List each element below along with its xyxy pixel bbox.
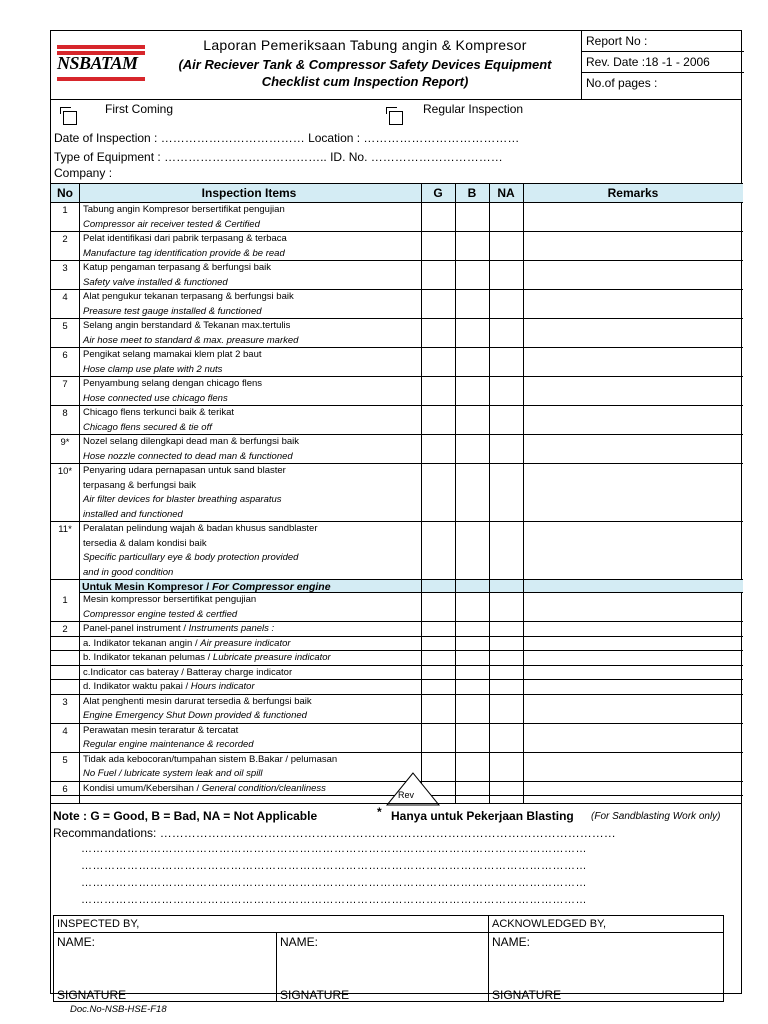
item-indonesian: Katup pengaman terpasang & berfungsi baik (83, 262, 272, 273)
item-indonesian: Pelat identifikasi dari pabrik terpasang & terbaca (83, 233, 287, 244)
remarks-cell[interactable] (524, 622, 743, 636)
g-cell[interactable] (422, 261, 455, 289)
note-star: * (377, 805, 382, 819)
remarks-cell[interactable] (524, 406, 743, 434)
table-row (51, 464, 743, 522)
item-english: Engine Emergency Shut Down provided & functioned (83, 710, 307, 721)
row-number: 2 (62, 234, 68, 245)
na-cell[interactable] (490, 637, 523, 651)
na-cell[interactable] (490, 753, 523, 781)
recommendations-field[interactable]: Recommandations: …………………………………………………………………………………………………… (53, 826, 616, 840)
table-row (51, 651, 743, 666)
col-no: No (57, 186, 73, 200)
col-na: NA (497, 186, 515, 200)
b-cell[interactable] (456, 261, 489, 289)
row-number: 11* (58, 524, 72, 535)
item-english: Hours indicator (190, 681, 255, 692)
table-row (51, 377, 743, 406)
item-indonesian: d. Indikator waktu pakai / (83, 681, 191, 692)
row-number: 6 (62, 783, 68, 795)
document-number: Doc.No-NSB-HSE-F18 (70, 1004, 167, 1015)
row-item-text (83, 695, 413, 724)
g-cell[interactable] (422, 435, 455, 463)
regular-inspection-checkbox[interactable] (389, 111, 403, 125)
report-no[interactable]: Report No : (582, 31, 744, 52)
remarks-cell[interactable] (524, 435, 743, 463)
b-cell[interactable] (456, 203, 489, 231)
table-row (51, 435, 743, 464)
b-cell[interactable] (456, 232, 489, 260)
g-cell[interactable] (422, 522, 455, 579)
na-cell[interactable] (490, 782, 523, 796)
recommendation-line[interactable]: …………………………………………………………………………………………………………………… (81, 860, 587, 872)
item-indonesian: tersedia & dalam kondisi baik (83, 537, 207, 549)
remarks-cell[interactable] (524, 753, 743, 781)
recommendation-line[interactable]: …………………………………………………………………………………………………………………… (81, 843, 587, 855)
table-row (51, 406, 743, 435)
item-english: Safety valve installed & functioned (83, 276, 228, 288)
row-item-text (83, 622, 413, 637)
row-item-text (83, 782, 413, 797)
remarks-cell[interactable] (524, 203, 743, 231)
compressor-engine-section (79, 579, 743, 593)
b-cell[interactable] (456, 377, 489, 405)
legend-note: Note : G = Good, B = Bad, NA = Not Applicable (53, 809, 318, 823)
row-number: 6 (62, 350, 68, 361)
g-cell[interactable] (422, 406, 455, 434)
remarks-cell[interactable] (524, 290, 743, 318)
table-row (51, 348, 743, 377)
row-item-text (83, 724, 413, 753)
row-item-text (83, 637, 413, 652)
b-cell[interactable] (456, 464, 489, 521)
na-cell[interactable] (490, 319, 523, 347)
na-cell[interactable] (490, 622, 523, 636)
item-english: Chicago flens secured & tie off (83, 421, 212, 433)
row-item-text (83, 522, 413, 580)
item-english: Hose connected use chicago flens (83, 392, 228, 404)
item-english: Lubricate preasure indicator (212, 652, 331, 663)
na-cell[interactable] (490, 593, 523, 621)
item-english: Regular engine maintenance & recorded (83, 739, 254, 750)
na-cell[interactable] (490, 651, 523, 665)
row-number: 8 (62, 408, 68, 419)
inspector-name-box[interactable] (53, 932, 277, 1002)
b-cell[interactable] (456, 637, 489, 651)
g-cell[interactable] (422, 319, 455, 347)
na-cell[interactable] (490, 348, 523, 376)
inspected-by-label: INSPECTED BY, (53, 915, 489, 933)
inspector2-name-box[interactable] (276, 932, 489, 1002)
g-cell[interactable] (422, 651, 455, 665)
row-item-text (83, 261, 413, 290)
row-number: 2 (62, 624, 68, 635)
item-english: Hose nozzle connected to dead man & functioned (83, 450, 293, 462)
table-row (51, 261, 743, 290)
col-remarks: Remarks (607, 186, 659, 200)
row-number: 3 (62, 696, 68, 708)
remarks-cell[interactable] (524, 377, 743, 405)
row-item-text (83, 593, 413, 622)
table-row (51, 522, 743, 580)
table-row (51, 666, 743, 681)
row-item-text (83, 290, 413, 319)
name-label: NAME: (280, 935, 319, 949)
col-items: Inspection Items (201, 186, 297, 200)
g-cell[interactable] (422, 593, 455, 621)
table-row (51, 232, 743, 261)
remarks-cell[interactable] (524, 522, 743, 579)
g-cell[interactable] (422, 232, 455, 260)
rev-triangle (383, 771, 443, 807)
g-cell[interactable] (422, 348, 455, 376)
no-of-pages[interactable]: No.of pages : (586, 76, 658, 90)
logo-text: NSBATAM (57, 53, 138, 73)
item-indonesian: Perawatan mesin teraratur & tercatat (83, 724, 239, 736)
b-cell[interactable] (456, 651, 489, 665)
table-row (51, 724, 743, 753)
b-cell[interactable] (456, 753, 489, 781)
row-number: 9* (60, 437, 70, 448)
item-indonesian: Selang angin berstandard & Tekanan max.tertulis (83, 320, 291, 331)
remarks-cell[interactable] (524, 695, 743, 723)
remarks-cell[interactable] (524, 680, 743, 694)
b-cell[interactable] (456, 435, 489, 463)
item-indonesian: b. Indikator tekanan pelumas / (83, 652, 213, 663)
item-english: No Fuel / lubricate system leak and oil spill (83, 768, 263, 779)
name-label: NAME: (57, 935, 96, 949)
recommendation-line[interactable]: …………………………………………………………………………………………………………………… (81, 894, 587, 906)
row-number: 3 (62, 263, 68, 274)
row-number: 5 (62, 754, 68, 766)
item-english: Hose clamp use plate with 2 nuts (83, 363, 223, 375)
item-english: Air filter devices for blaster breathing asparatus (83, 494, 282, 505)
acknowledged-by-label: ACKNOWLEDGED BY, (488, 915, 724, 933)
na-cell[interactable] (490, 695, 523, 723)
row-number: 1 (62, 595, 68, 606)
item-indonesian: Peralatan pelindung wajah & badan khusus sandblaster (83, 523, 318, 534)
blasting-note-en: (For Sandblasting Work only) (591, 811, 721, 822)
item-indonesian: Alat penghenti mesin darurat tersedia & berfungsi baik (83, 695, 312, 707)
remarks-cell[interactable] (524, 261, 743, 289)
title-english-2: Checklist cum Inspection Report) (261, 74, 469, 89)
company-field[interactable]: Company : (54, 166, 113, 180)
item-indonesian: Pengikat selang mamakai klem plat 2 baut (83, 349, 262, 360)
na-cell[interactable] (490, 724, 523, 752)
company-logo (51, 31, 149, 99)
row-item-text (83, 319, 413, 348)
item-indonesian: Kondisi umum/Kebersihan / (83, 782, 202, 794)
b-cell[interactable] (456, 406, 489, 434)
na-cell[interactable] (490, 232, 523, 260)
row-item-text (83, 680, 413, 695)
na-cell[interactable] (490, 203, 523, 231)
remarks-cell[interactable] (524, 348, 743, 376)
item-indonesian: Penyambung selang dengan chicago flens (83, 378, 263, 389)
b-cell[interactable] (456, 680, 489, 694)
row-number: 10* (57, 466, 73, 477)
item-english: Specific particullary eye & body protection provided (83, 552, 299, 563)
rev-date: Rev. Date :18 -1 - 2006 (582, 52, 744, 73)
g-cell[interactable] (422, 724, 455, 752)
remarks-cell[interactable] (524, 232, 743, 260)
signature-label: SIGNATURE (57, 988, 127, 1002)
table-row (51, 695, 743, 724)
row-number: 7 (62, 379, 68, 390)
item-english: Preasure test gauge installed & functioned (83, 305, 262, 317)
row-item-text (83, 666, 413, 681)
table-row (51, 290, 743, 319)
regular-inspection-label: Regular Inspection (423, 102, 524, 116)
row-number: 4 (62, 292, 68, 303)
item-indonesian: c.Indicator cas bateray / Batteray charge indicator (83, 666, 293, 678)
na-cell[interactable] (490, 464, 523, 521)
row-item-text (83, 348, 413, 377)
row-item-text (83, 232, 413, 261)
g-cell[interactable] (422, 680, 455, 694)
table-row (51, 622, 743, 637)
first-coming-checkbox[interactable] (63, 111, 77, 125)
item-english: General condition/cleanliness (201, 782, 326, 794)
item-english: Compressor engine tested & certfied (83, 608, 238, 620)
item-english: Instruments panels : (188, 623, 275, 634)
item-indonesian: Tidak ada kebocoran/tumpahan sistem B.Bakar / pelumasan (83, 753, 338, 765)
row-number: 4 (62, 725, 68, 737)
table-row (51, 593, 743, 622)
remarks-cell[interactable] (524, 651, 743, 665)
b-cell[interactable] (456, 622, 489, 636)
na-cell[interactable] (490, 666, 523, 680)
remarks-cell[interactable] (524, 666, 743, 680)
row-item-text (83, 203, 413, 232)
g-cell[interactable] (422, 637, 455, 651)
table-row (51, 680, 743, 695)
item-indonesian: terpasang & berfungsi baik (83, 479, 197, 491)
b-cell[interactable] (456, 695, 489, 723)
table-row (51, 637, 743, 652)
na-cell[interactable] (490, 290, 523, 318)
row-number: 5 (62, 321, 68, 332)
item-english: Manufacture tag identification provide & be read (83, 247, 285, 259)
rev-label: Rev (398, 790, 415, 800)
b-cell[interactable] (456, 782, 489, 796)
item-indonesian: a. Indikator tekanan angin / (83, 637, 201, 649)
b-cell[interactable] (456, 319, 489, 347)
title-indonesian: Laporan Pemeriksaan Tabung angin & Kompresor (203, 37, 527, 53)
row-item-text (83, 464, 413, 522)
first-coming-label: First Coming (105, 102, 174, 116)
row-item-text (83, 377, 413, 406)
row-item-text (83, 435, 413, 464)
item-indonesian: Panel-panel instrument / (83, 623, 189, 634)
item-english: Air hose meet to standard & max. preasure marked (83, 334, 299, 346)
na-cell[interactable] (490, 406, 523, 434)
b-cell[interactable] (456, 348, 489, 376)
g-cell[interactable] (422, 203, 455, 231)
na-cell[interactable] (490, 377, 523, 405)
signature-label: SIGNATURE (492, 988, 562, 1002)
b-cell[interactable] (456, 522, 489, 579)
title-english-1: (Air Reciever Tank & Compressor Safety Devices Equipment (178, 57, 552, 72)
blasting-note: Hanya untuk Pekerjaan Blasting (391, 809, 574, 823)
name-label: NAME: (492, 935, 531, 949)
item-english: and in good condition (83, 566, 174, 578)
row-number: 1 (62, 205, 68, 216)
section-title-en: For Compressor engine (212, 581, 331, 593)
report-meta (581, 31, 744, 99)
item-indonesian: Mesin kompressor bersertifikat pengujian (83, 594, 257, 605)
table-row (51, 203, 743, 232)
item-indonesian: Penyaring udara pernapasan untuk sand blaster (83, 465, 286, 476)
date-location-field[interactable]: Date of Inspection : ……………………………… Location : ………………………………… (54, 131, 520, 145)
b-cell[interactable] (456, 724, 489, 752)
acknowledger-name-box[interactable] (488, 932, 724, 1002)
col-good: G (433, 186, 443, 200)
table-header (51, 183, 743, 203)
type-id-field[interactable]: Type of Equipment : ………………………………….. ID. No. …………………………… (54, 150, 503, 164)
b-cell[interactable] (456, 666, 489, 680)
item-indonesian: Chicago flens terkunci baik & terikat (83, 407, 235, 418)
remarks-cell[interactable] (524, 593, 743, 621)
item-english: Compressor air receiver tested & Certified (83, 218, 260, 230)
g-cell[interactable] (422, 622, 455, 636)
col-bad: B (467, 186, 477, 200)
remarks-cell[interactable] (524, 319, 743, 347)
item-indonesian: Alat pengukur tekanan terpasang & berfungsi baik (83, 291, 294, 302)
row-item-text (83, 651, 413, 666)
recommendation-line[interactable]: …………………………………………………………………………………………………………………… (81, 877, 587, 889)
na-cell[interactable] (490, 680, 523, 694)
row-item-text (83, 406, 413, 435)
item-english: installed and functioned (83, 508, 183, 520)
item-english: Air preasure indicator (200, 637, 291, 649)
b-cell[interactable] (456, 593, 489, 621)
na-cell[interactable] (490, 261, 523, 289)
table-row (51, 319, 743, 348)
item-indonesian: Tabung angin Kompresor bersertifikat pengujian (83, 204, 285, 215)
remarks-cell[interactable] (524, 637, 743, 651)
g-cell[interactable] (422, 290, 455, 318)
g-cell[interactable] (422, 666, 455, 680)
remarks-cell[interactable] (524, 464, 743, 521)
remarks-cell[interactable] (524, 782, 743, 796)
na-cell[interactable] (490, 522, 523, 579)
row-item-text (83, 753, 413, 782)
inspection-form (50, 30, 742, 1002)
g-cell[interactable] (422, 695, 455, 723)
g-cell[interactable] (422, 377, 455, 405)
signature-label: SIGNATURE (280, 988, 350, 1002)
report-title (149, 31, 581, 99)
remarks-cell[interactable] (524, 724, 743, 752)
item-indonesian: Nozel selang dilengkapi dead man & berfungsi baik (83, 436, 299, 447)
na-cell[interactable] (490, 435, 523, 463)
b-cell[interactable] (456, 290, 489, 318)
g-cell[interactable] (422, 464, 455, 521)
section-title-id: Untuk Mesin Kompresor / (82, 581, 213, 593)
